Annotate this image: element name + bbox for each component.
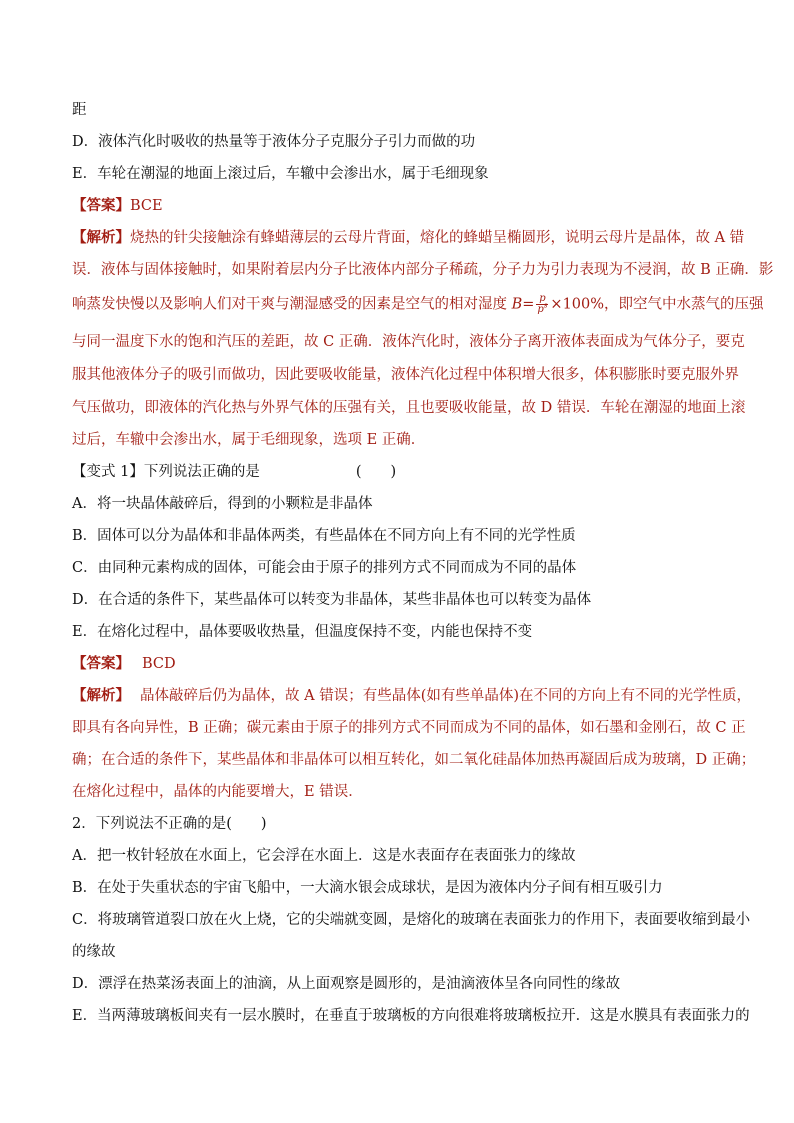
analysis-text: ×100%，即空气中水蒸气的压强 [550, 296, 764, 313]
variant1-option-a: A．将一块晶体敲碎后，得到的小颗粒是非晶体 [72, 496, 373, 512]
variant1-analysis-line-3: 确；在合适的条件下，某些晶体和非晶体可以相互转化，如二氧化硅晶体加热再凝固后成为玻璃，D 正确； [72, 752, 756, 768]
q2-option-b: B．在处于失重状态的宇宙飞船中，一大滴水银会成球状，是因为液体内分子间有相互吸引力 [72, 880, 663, 896]
q1-option-d: D．液体汽化时吸收的热量等于液体分子克服分子引力而做的功 [72, 134, 476, 150]
q1-option-e: E．车轮在潮湿的地面上滚过后，车辙中会渗出水，属于毛细现象 [72, 166, 489, 182]
q1-continuation-line: 距 [72, 102, 87, 118]
analysis-text: 烧热的针尖接触涂有蜂蜡薄层的云母片背面，熔化的蜂蜡呈椭圆形，说明云母片是晶体，故 A 错 [130, 230, 745, 246]
answer-tag: 【答案】 [72, 655, 130, 672]
q1-answer-line [72, 196, 732, 216]
q2-option-c-line-2: 的缘故 [72, 944, 116, 960]
fraction-denominator [536, 301, 548, 315]
analysis-tag: 【解析】 [72, 687, 130, 704]
q1-analysis-line-3 [72, 293, 764, 315]
q2-stem: 2．下列说法不正确的是( ) [72, 816, 267, 832]
variant1-option-b: B．固体可以分为晶体和非晶体两类，有些晶体在不同方向上有不同的光学性质 [72, 528, 576, 544]
humidity-fraction [536, 294, 548, 315]
analysis-text: 响蒸发快慢以及影响人们对干爽与潮湿感受的因素是空气的相对湿度 [72, 296, 512, 313]
q1-analysis-line-2: 误．液体与固体接触时，如果附着层内分子比液体内部分子稀疏，分子力为引力表现为不浸润，故 B 正确．影 [72, 262, 774, 278]
variant1-option-c: C．由同种元素构成的固体，可能会由于原子的排列方式不同而成为不同的晶体 [72, 560, 577, 576]
variant1-title-line [72, 462, 732, 482]
variant1-title: 【变式 1】下列说法正确的是 [72, 464, 260, 480]
q2-option-d: D．漂浮在热菜汤表面上的油滴，从上面观察是圆形的，是油滴液体呈各向同性的缘故 [72, 976, 621, 992]
analysis-tag: 【解析】 [72, 229, 130, 246]
variant1-analysis-line-4: 在熔化过程中，晶体的内能要增大，E 错误． [72, 784, 363, 800]
q1-analysis-line-1 [72, 228, 745, 248]
q1-analysis-line-4: 与同一温度下水的饱和汽压的差距，故 C 正确．液体汽化时，液体分子离开液体表面成为气体分子，要克 [72, 334, 745, 350]
fraction-denominator-base: p [537, 304, 544, 315]
fraction-denominator-superscript: s [543, 301, 548, 310]
variant1-option-e: E．在熔化过程中，晶体要吸收热量，但温度保持不变，内能也保持不变 [72, 624, 533, 640]
variant1-paren: ( ) [355, 464, 397, 480]
fraction-numerator: p [536, 294, 548, 305]
variant1-option-d: D．在合适的条件下，某些晶体可以转变为非晶体，某些非晶体也可以转变为晶体 [72, 592, 592, 608]
equals-sign: = [522, 296, 535, 313]
humidity-variable: B [511, 296, 523, 313]
variant1-analysis-line-1 [72, 686, 751, 706]
answer-tag: 【答案】 [72, 197, 130, 214]
analysis-text: 晶体敲碎后仍为晶体，故 A 错误；有些晶体(如有些单晶体)在不同的方向上有不同的光学性质， [140, 688, 751, 704]
q2-option-c-line-1: C．将玻璃管道裂口放在火上烧，它的尖端就变圆，是熔化的玻璃在表面张力的作用下，表面要收缩到最小 [72, 912, 751, 928]
answer-value: BCE [130, 198, 163, 214]
q2-option-e: E．当两薄玻璃板间夹有一层水膜时，在垂直于玻璃板的方向很难将玻璃板拉开．这是水膜具有表面张力的 [72, 1008, 750, 1024]
variant1-answer-line [72, 654, 732, 674]
q1-analysis-line-7: 过后，车辙中会渗出水，属于毛细现象，选项 E 正确． [72, 432, 426, 448]
answer-value: BCD [142, 656, 176, 672]
q1-analysis-line-5: 服其他液体分子的吸引而做功，因此要吸收能量，液体汽化过程中体积增大很多，体积膨胀时要克服外界 [72, 367, 739, 383]
q1-analysis-line-6: 气压做功，即液体的汽化热与外界气体的压强有关，且也要吸收能量，故 D 错误．车轮在潮湿的地面上滚 [72, 400, 746, 416]
q2-option-a: A．把一枚针轻放在水面上，它会浮在水面上．这是水表面存在表面张力的缘故 [72, 848, 576, 864]
variant1-analysis-line-2: 即具有各向异性，B 正确；碳元素由于原子的排列方式不同而成为不同的晶体，如石墨和金刚石，故 C 正 [72, 720, 746, 736]
